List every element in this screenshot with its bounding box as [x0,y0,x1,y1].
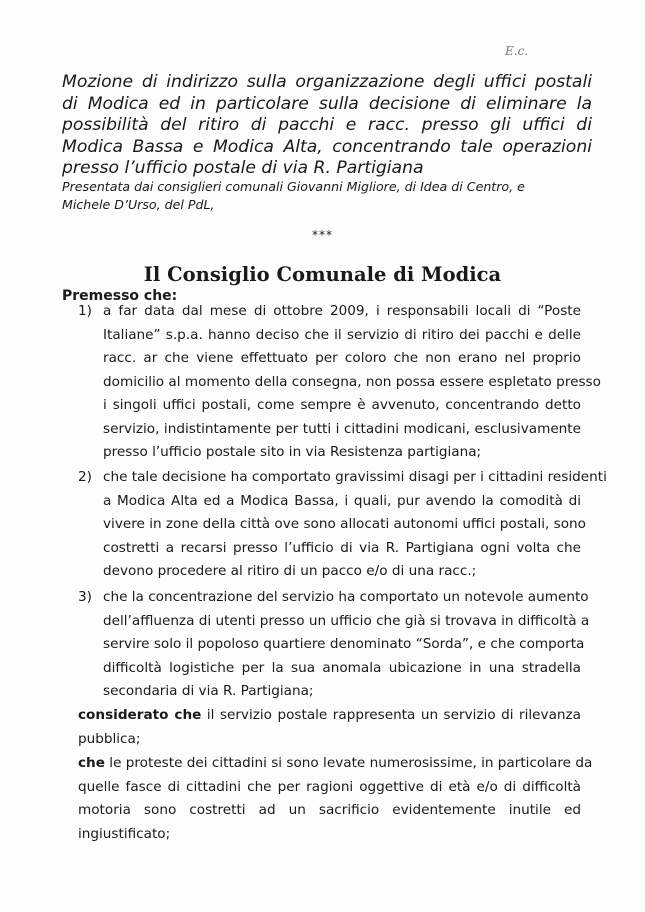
council-heading: Il Consiglio Comunale di Modica [143,263,502,286]
corner-handwritten-mark: E.c. [505,44,529,58]
paragraph-line [78,704,581,728]
item-line: i singoli uffici postali, come sempre è avvenuto, concentrando detto [103,397,581,413]
title-line: presso l’ufficio postale di via R. Partigiana [62,158,424,178]
item-line: servire solo il popoloso quartiere denominato “Sorda”, e che comporta [103,636,585,652]
item-number: 1) [78,303,92,319]
presented-line: Michele D’Urso, del PdL, [62,197,215,212]
item-line: domicilio al momento della consegna, non possa essere espletato presso [103,373,601,390]
che-lead: che [78,755,105,771]
item-text [103,466,607,584]
title-line: Mozione di indirizzo sulla organizzazione degli uffici postali [62,72,592,92]
item-text [103,586,590,704]
item-line: vivere in zone della città ove sono allocati autonomi uffici postali, sono [103,516,586,532]
considerato-lead: considerato che [78,707,202,723]
presented-line: Presentata dai consiglieri comunali Giovanni Migliore, di Idea di Centro, e [62,179,525,194]
item-line: costretti a recarsi presso l’ufficio di via R. Partigiana ogni volta che [103,539,581,556]
separator: *** [312,228,333,242]
title-line: Modica Bassa e Modica Alta, concentrando tale operazioni [62,136,592,157]
item-line: racc. ar che viene effettuato per coloro che non erano nel proprio [103,350,581,366]
item-line: servizio, indistintamente per tutti i cittadini modicani, esclusivamente [103,420,581,437]
item-line: Italiane” s.p.a. hanno deciso che il servizio di ritiro dei pacchi e delle [103,326,581,343]
item-line: devono procedere al ritiro di un pacco e/o di una racc.; [103,563,477,579]
motion-title [62,72,592,180]
item-line: a Modica Alta ed a Modica Bassa, i quali, pur avendo la comodità di [103,492,581,509]
paragraph-line: pubblica; [78,730,141,747]
paragraph-line: ingiustificato; [78,825,171,842]
paragraph-line: motoria sono costretti ad un sacrificio evidentemente inutile ed [78,802,581,818]
item-line: difficoltà logistiche per la sua anomala ubicazione in una stradella [103,659,581,676]
item-line: dell’affluenza di utenti presso un ufficio che già si trovava in difficoltà a [103,612,590,629]
paragraph-text: il servizio postale rappresenta un servizio di rilevanza [201,707,581,723]
item-line: che la concentrazione del servizio ha comportato un notevole aumento [103,589,589,605]
item-number: 3) [78,589,92,605]
che-paragraph [78,752,593,846]
premesso-label: Premesso che: [62,288,178,304]
paragraph-text: le proteste dei cittadini si sono levate numerosissime, in particolare da [104,755,593,771]
title-line: di Modica ed in particolare sulla decisione di eliminare la [62,93,592,114]
presented-by [62,178,552,214]
item-text [103,300,601,465]
item-line: a far data dal mese di ottobre 2009, i responsabili locali di “Poste [103,303,581,319]
item-number: 2) [78,469,92,485]
item-line: presso l’ufficio postale sito in via Resistenza partigiana; [103,444,482,460]
item-line: secondaria di via R. Partigiana; [103,683,314,699]
considerato-paragraph [78,704,581,751]
title-line: possibilità del ritiro di pacchi e racc. presso gli uffici di [62,115,592,135]
item-line: che tale decisione ha comportato gravissimi disagi per i cittadini residenti [103,469,607,485]
paragraph-line: quelle fasce di cittadini che per ragioni oggettive di età e/o di difficoltà [78,778,581,795]
paragraph-line [78,752,593,776]
